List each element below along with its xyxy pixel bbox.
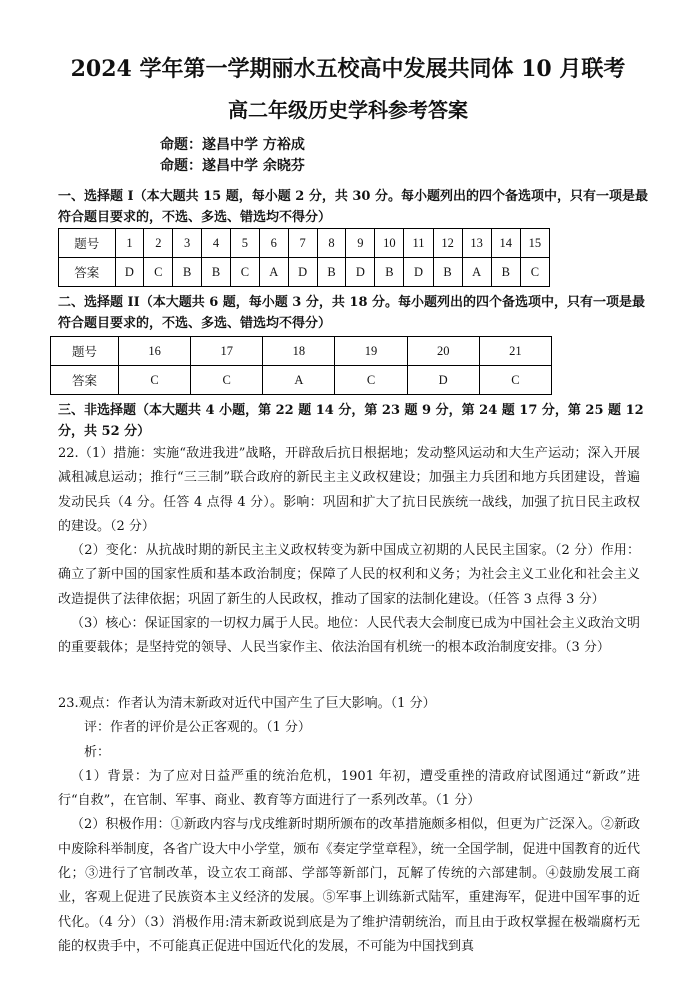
question-number-cell: 17	[191, 337, 263, 366]
page-title: 2024 学年第一学期丽水五校高中发展共同体 10 月联考	[70, 56, 626, 82]
section2-answer-table	[50, 336, 552, 395]
page-subtitle: 高二年级历史学科参考答案	[228, 98, 468, 122]
answer-cell: C	[230, 258, 259, 287]
table-header-cell: 题号	[59, 229, 116, 258]
answer-cell: C	[118, 366, 190, 395]
question-number-cell: 15	[520, 229, 549, 258]
q22-part2: （2）变化：从抗战时期的新民主主义政权转变为新中国成立初期的人民民主国家。（2 分）作用：确立了新中国的国家性质和基本政治制度；保障了人民的权利和义务；为社会主义工业化和社会主义改造提供了法律依据；巩固了新生的人民政权，推动了国家的法制化建设。（任答 3 点得 3 分）	[58, 543, 640, 607]
question-number-cell: 18	[263, 337, 335, 366]
answer-cell: D	[404, 258, 433, 287]
question-number-cell: 8	[317, 229, 346, 258]
author-line-1: 命题：遂昌中学 方裕成	[160, 137, 305, 153]
answer-cell: D	[346, 258, 375, 287]
question-number-cell: 7	[288, 229, 317, 258]
question-number-cell: 20	[407, 337, 479, 366]
question-23-answer	[58, 692, 640, 959]
answer-cell: A	[259, 258, 288, 287]
question-number-cell: 19	[335, 337, 407, 366]
table-row	[51, 366, 552, 395]
answer-cell: D	[288, 258, 317, 287]
question-number-cell: 14	[491, 229, 520, 258]
answer-cell: B	[317, 258, 346, 287]
section3-heading: 三、非选择题（本大题共 4 小题，第 22 题 14 分，第 23 题 9 分，第 24 题 17 分，第 25 题 12 分，共 52 分）	[58, 403, 644, 439]
question-number-cell: 2	[144, 229, 173, 258]
table-header-cell: 题号	[51, 337, 119, 366]
answer-cell: B	[173, 258, 202, 287]
answer-cell: C	[191, 366, 263, 395]
question-number-cell: 5	[230, 229, 259, 258]
question-number-cell: 11	[404, 229, 433, 258]
answer-cell: B	[433, 258, 462, 287]
question-number-cell: 4	[202, 229, 231, 258]
author-line-2: 命题：遂昌中学 余晓芬	[160, 158, 305, 174]
question-number-cell: 21	[479, 337, 551, 366]
answer-cell: C	[479, 366, 551, 395]
question-number-cell: 13	[462, 229, 491, 258]
q23-evaluation: 评：作者的评价是公正客观的。（1 分）	[84, 720, 311, 736]
question-number-cell: 6	[259, 229, 288, 258]
question-22-answer	[58, 442, 640, 661]
table-header-cell: 答案	[51, 366, 119, 395]
answer-cell: C	[144, 258, 173, 287]
answer-cell: A	[462, 258, 491, 287]
section1-heading: 一、选择题 I（本大题共 15 题，每小题 2 分，共 30 分。每小题列出的四个备选项中，只有一项是最符合题目要求的，不选、多选、错选均不得分）	[58, 189, 648, 225]
question-number-cell: 9	[346, 229, 375, 258]
answer-cell: C	[335, 366, 407, 395]
answer-cell: D	[407, 366, 479, 395]
answer-cell: B	[375, 258, 404, 287]
table-row	[51, 337, 552, 366]
q23-analysis-label: 析：	[84, 744, 111, 760]
section2-heading: 二、选择题 II（本大题共 6 题，每小题 3 分，共 18 分。每小题列出的四个备选项中，只有一项是最符合题目要求的，不选、多选、错选均不得分）	[58, 295, 646, 331]
q23-effects: （2）积极作用：①新政内容与戊戌维新时期所颁布的改革措施颇多相似，但更为广泛深入。②新政中废除科举制度，各省广设大中小学堂，颁布《奏定学堂章程》，统一全国学制，促进中国教育的近代化；③进行了官制改革，设立农工商部、学部等新部门，瓦解了传统的六部建制。④鼓励发展工商业，客观上促进了民族资本主义经济的发展。⑤军事上训练新式陆军，重建海军，促进中国军事的近代化。（4 分）（3）消极作用:清末新政说到底是为了维护清朝统治，而且由于政权掌握在极端腐朽无能的权贵手中，不可能真正促进中国近代化的发展，不可能为中国找到真	[58, 817, 640, 954]
answer-cell: B	[491, 258, 520, 287]
question-number-cell: 16	[118, 337, 190, 366]
question-number-cell: 12	[433, 229, 462, 258]
table-row	[59, 229, 550, 258]
question-number-cell: 3	[173, 229, 202, 258]
q23-background: （1）背景：为了应对日益严重的统治危机，1901 年初，遭受重挫的清政府试图通过“新政”进行“自救”，在官制、军事、商业、教育等方面进行了一系列改革。（1 分）	[58, 768, 640, 809]
q22-part1: 22.（1）措施：实施“敌进我进”战略，开辟敌后抗日根据地；发动整风运动和大生产运动；深入开展减租减息运动；推行“三三制”联合政府的新民主主义政权建设；加强主力兵团和地方兵团建设，普遍发动民兵（4 分。任答 4 点得 4 分）。影响：巩固和扩大了抗日民族统一战线，加强了抗日民主政权的建设。（2 分）	[58, 446, 640, 534]
answer-cell: D	[115, 258, 144, 287]
answer-cell: C	[520, 258, 549, 287]
question-number-cell: 1	[115, 229, 144, 258]
answer-cell: B	[202, 258, 231, 287]
table-header-cell: 答案	[59, 258, 116, 287]
answer-cell: A	[263, 366, 335, 395]
table-row	[59, 258, 550, 287]
q23-viewpoint: 23.观点：作者认为清末新政对近代中国产生了巨大影响。（1 分）	[58, 696, 436, 711]
q22-part3: （3）核心：保证国家的一切权力属于人民。地位：人民代表大会制度已成为中国社会主义政治文明的重要载体；是坚持党的领导、人民当家作主、依法治国有机统一的根本政治制度安排。（3 分）	[58, 616, 640, 656]
section1-answer-table	[58, 228, 550, 287]
question-number-cell: 10	[375, 229, 404, 258]
